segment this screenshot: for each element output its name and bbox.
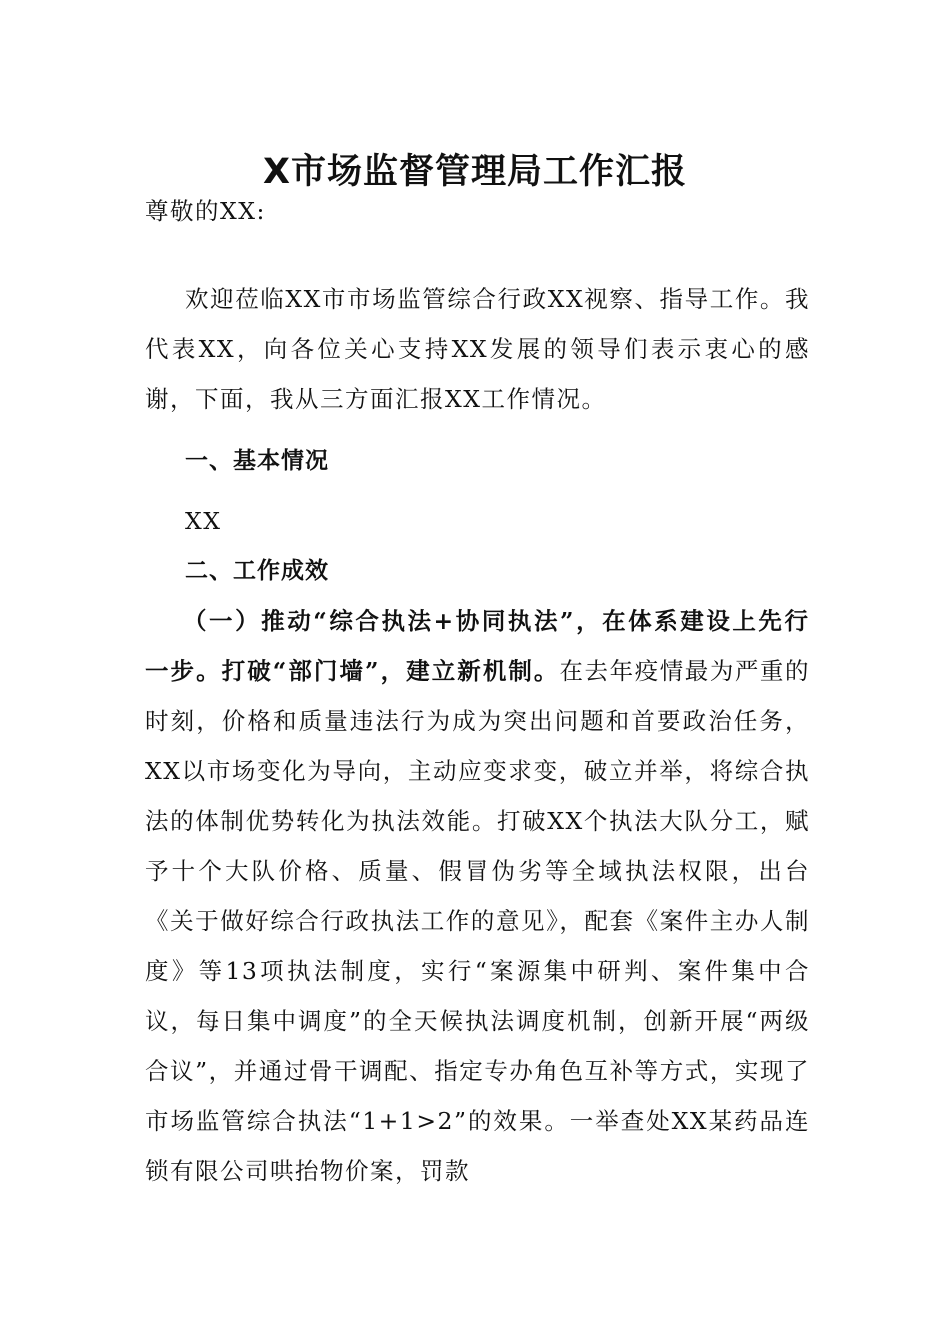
section-basic-content: XX [185, 507, 222, 535]
section-heading-basic: 一、基本情况 [185, 448, 329, 474]
achievement-paragraph [145, 596, 810, 1196]
paragraph-body: 在去年疫情最为严重的时刻，价格和质量违法行为成为突出问题和首要政治任务，XX以市场变化为导向，主动应变求变，破立并举，将综合执法的体制优势转化为执法效能。打破XX个执法大队分工，赋予十个大队价格、质量、假冒伪劣等全域执法权限，出台《关于做好综合行政执法工作的意见》，配套《案件主办人制度》等13项执法制度，实行“案源集中研判、案件集中合议，每日集中调度”的全天候执法调度机制，创新开展“两级合议”，并通过骨干调配、指定专办角色互补等方式，实现了市场监管综合执法“1+1>2”的效果。一举查处XX某药品连锁有限公司哄抬物价案，罚款 [145, 657, 810, 1185]
section-heading-achievements: 二、工作成效 [185, 558, 329, 584]
intro-paragraph: 欢迎莅临XX市市场监管综合行政XX视察、指导工作。我代表XX，向各位关心支持XX发展的领导们表示衷心的感谢，下面，我从三方面汇报XX工作情况。 [145, 285, 810, 413]
document-title: X市场监督管理局工作汇报 [263, 152, 687, 192]
salutation: 尊敬的XX: [145, 197, 266, 225]
paragraph-lead: （一）推动“综合执法+协同执法”，在体系建设上先行一步。打破“部门墙”，建立新机制。 [145, 607, 810, 685]
